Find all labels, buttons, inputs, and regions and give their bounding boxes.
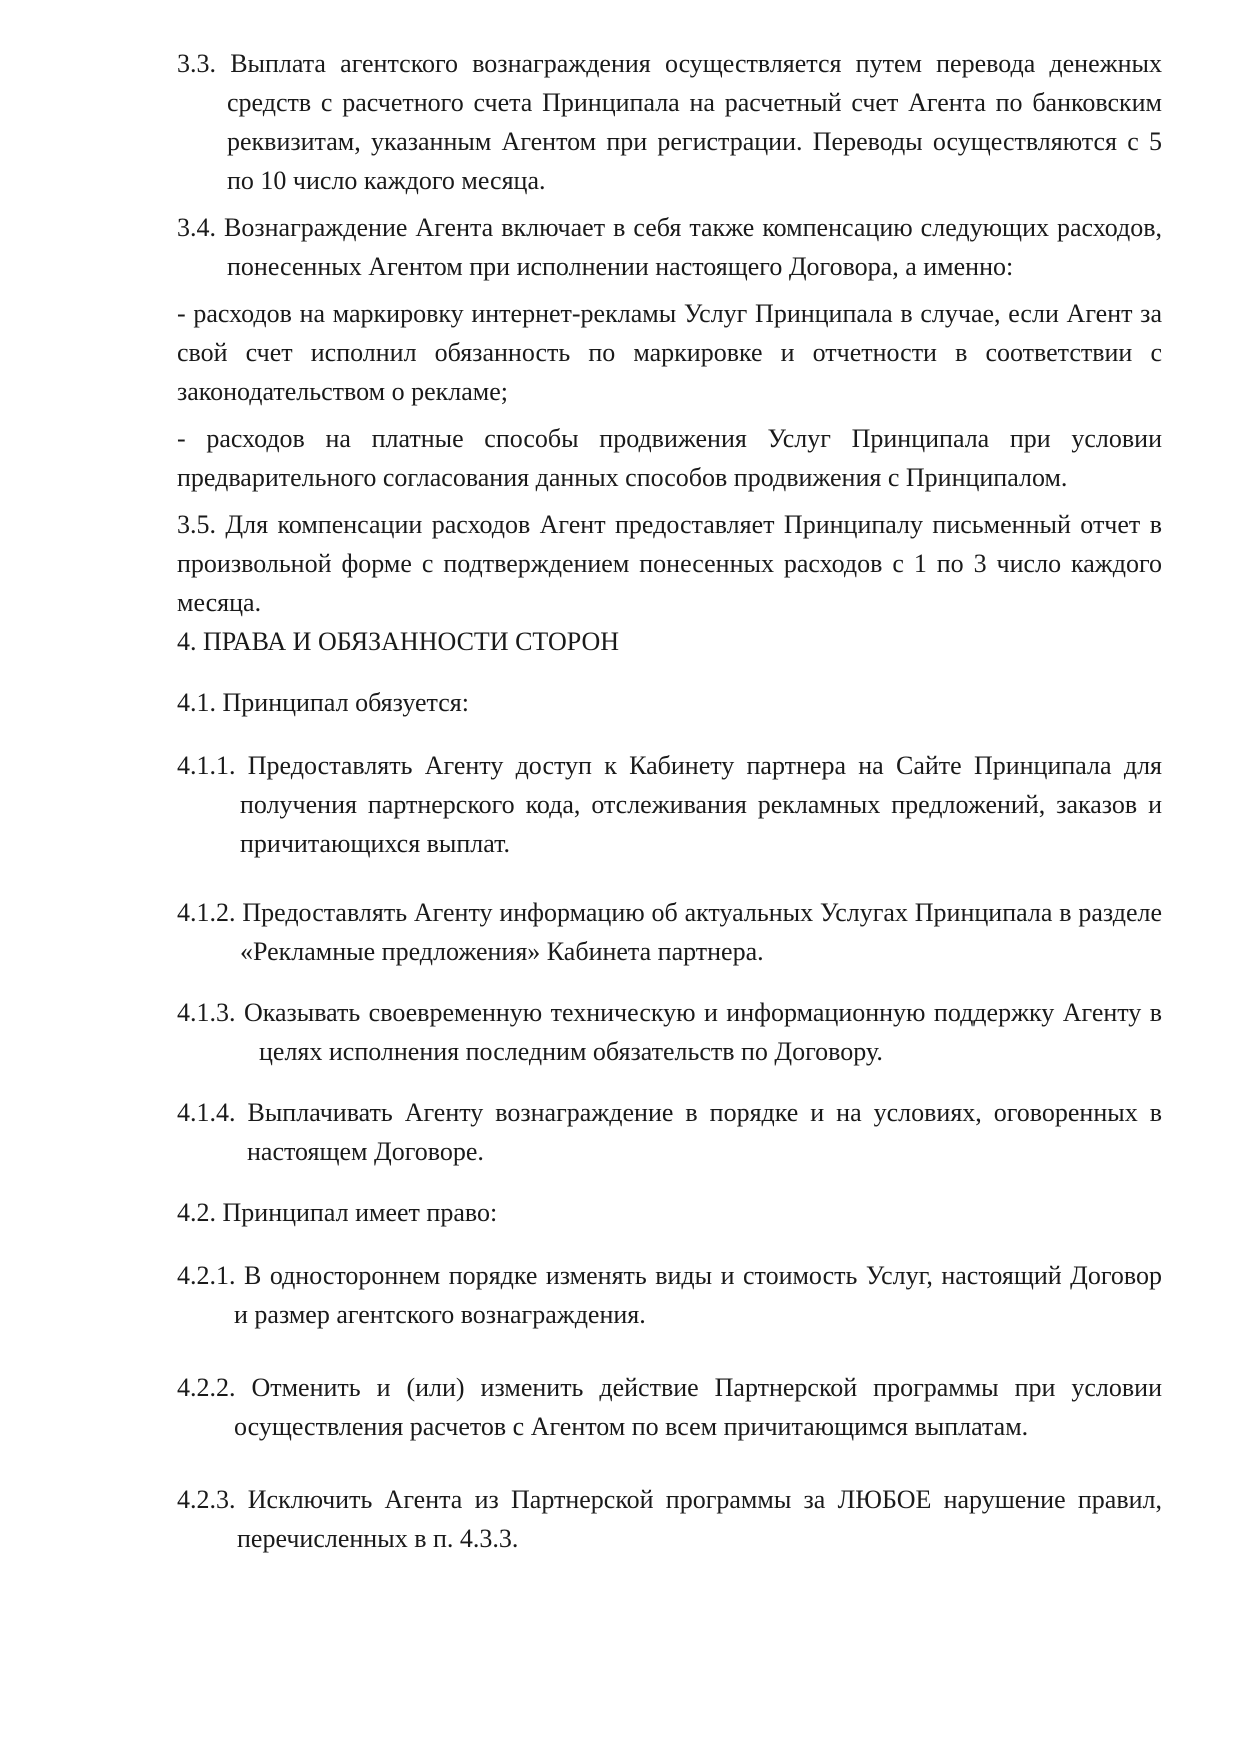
clause-4-2-1 <box>177 1256 1162 1334</box>
clause-text: Исключить Агента из Партнерской программы за ЛЮБОЕ нарушение правил, перечисленных в п. 4.3.3. <box>237 1485 1163 1553</box>
clause-number: 4.1.2. <box>177 898 236 927</box>
clause-3-4 <box>177 208 1162 286</box>
clause-text: Оказывать своевременную техническую и информационную поддержку Агенту в целях исполнения последним обязательств по Договору. <box>243 998 1162 1066</box>
clause-4-2: 4.2. Принципал имеет право: <box>177 1198 498 1227</box>
clause-text: Выплата агентского вознаграждения осуществляется путем перевода денежных средств с расчетного счета Принципала на расчетный счет Агента по банковским реквизитам, указанным Агентом при регистрации. Переводы осуществляются с 5 по 10 число каждого месяца. <box>227 49 1162 195</box>
clause-text: Предоставлять Агенту информацию об актуальных Услугах Принципала в разделе «Рекламные предложения» Кабинета партнера. <box>240 898 1163 966</box>
clause-3-5: 3.5. Для компенсации расходов Агент предоставляет Принципалу письменный отчет в произвольной форме с подтверждением понесенных расходов с 1 по 3 число каждого месяца. <box>177 510 1162 617</box>
clause-4-2-2 <box>177 1368 1162 1446</box>
clause-number: 4.2.3. <box>177 1485 236 1514</box>
clause-number: 4.2.2. <box>177 1373 236 1402</box>
clause-4-1-3 <box>177 993 1162 1071</box>
clause-3-3 <box>177 44 1162 200</box>
clause-text: Вознаграждение Агента включает в себя также компенсацию следующих расходов, понесенных Агентом при исполнении настоящего Договора, а именно: <box>224 213 1163 281</box>
expense-item-marking: - расходов на маркировку интернет-рекламы Услуг Принципала в случае, если Агент за свой счет исполнил обязанность по маркировке и отчетности в соответствии с законодательством о рекламе; <box>177 299 1162 406</box>
clause-number: 3.3. <box>177 49 216 78</box>
clause-text: Выплачивать Агенту вознаграждение в порядке и на условиях, оговоренных в настоящем Договоре. <box>247 1098 1163 1166</box>
section-heading-4: 4. ПРАВА И ОБЯЗАННОСТИ СТОРОН <box>177 627 620 656</box>
clause-4-1-1 <box>177 746 1162 863</box>
clause-text: Отменить и (или) изменить действие Партнерской программы при условии осуществления расчетов с Агентом по всем причитающимся выплатам. <box>234 1373 1163 1441</box>
clause-4-1-4 <box>177 1093 1162 1171</box>
clause-4-1-2 <box>177 893 1162 971</box>
clause-4-1: 4.1. Принципал обязуется: <box>177 688 469 717</box>
clause-text: Предоставлять Агенту доступ к Кабинету партнера на Сайте Принципала для получения партнерского кода, отслеживания рекламных предложений, заказов и причитающихся выплат. <box>240 751 1163 858</box>
clause-4-2-3 <box>177 1480 1162 1558</box>
clause-number: 4.1.4. <box>177 1098 236 1127</box>
clause-number: 4.1.3. <box>177 998 236 1027</box>
expense-item-promotion: - расходов на платные способы продвижения Услуг Принципала при условии предварительного согласования данных способов продвижения с Принципалом. <box>177 424 1162 492</box>
clause-number: 4.2.1. <box>177 1261 236 1290</box>
clause-text: В одностороннем порядке изменять виды и стоимость Услуг, настоящий Договор и размер агентского вознаграждения. <box>234 1261 1163 1329</box>
document-body <box>177 44 1162 1558</box>
clause-number: 3.4. <box>177 213 216 242</box>
clause-number: 4.1.1. <box>177 751 236 780</box>
